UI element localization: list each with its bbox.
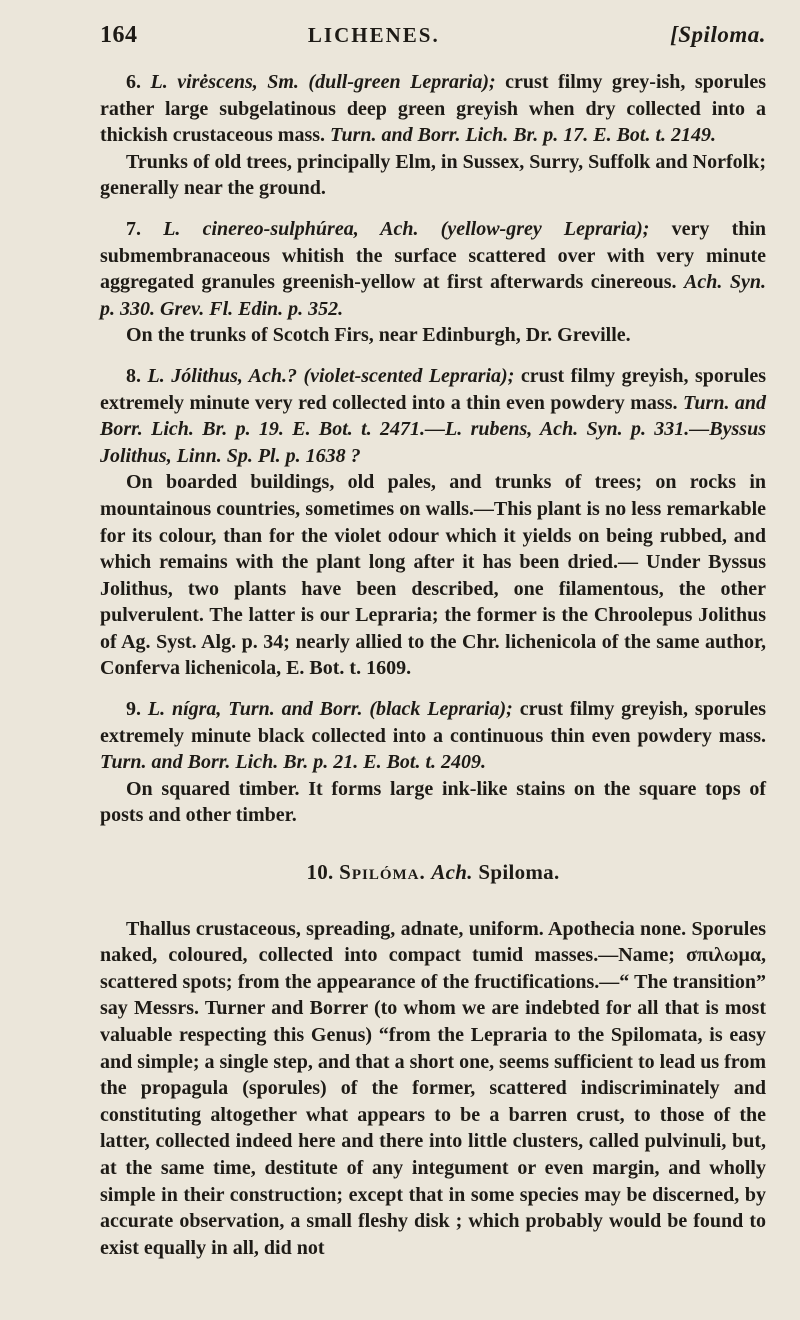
species-entry xyxy=(100,216,766,322)
species-name: L. nígra, Turn. and Borr. xyxy=(147,698,363,721)
species-entry xyxy=(100,69,766,149)
genus-description: Thallus crustaceous, spreading, adnate, uniform. Apothecia none. Sporules naked, coloured, collected into compact tumid masses.—Name; σπιλωμα, scattered spots; from the appearance of the fructifications.—“ The transition” say Messrs. Turner and Borrer (to whom we are indebted for all that is most valuable respecting this Genus) “from the Lepraria to the Spilomata, is easy and simple; a single step, and that a short one, seems sufficient to lead us from the propagula (sporules) of the former, scattered indiscriminately and constituting altogether what appears to be a barren crust, to those of the latter, collected indeed here and there into little clusters, called pulvinuli, but, at the same time, destitute of any integument or even margin, and wholly simple in their construction; except that in some species may be discerned, by accurate observation, a small fleshy disk ; which probably would be found to exist equally in all, did not xyxy=(100,917,766,1259)
species-name: L. Jólithus, Ach.? xyxy=(147,364,297,387)
page-number: 164 xyxy=(100,22,138,48)
entry-number: 7. xyxy=(126,217,141,240)
species-name: L. virėscens, Sm. xyxy=(150,71,299,93)
entry-number: 9. xyxy=(126,698,141,721)
running-title: LICHENES. xyxy=(307,23,440,47)
common-name: (yellow-grey Lepraria); xyxy=(440,217,650,240)
species-description: crust filmy grey-ish, sporules rather large subgelatinous deep green greyish when dry collected into a thickish crustaceous mass. xyxy=(100,71,767,147)
species-entry xyxy=(100,696,766,776)
species-name: L. cinereo-sulphúrea, Ach. xyxy=(163,217,419,240)
habitat: Trunks of old trees, principally Elm, in Sussex, Surry, Suffolk and Norfolk; generally near the ground. xyxy=(100,150,766,200)
habitat: On boarded buildings, old pales, and trunks of trees; on rocks in mountainous countries, sometimes on walls.—This plant is no less remarkable for its colour, than for the violet odour which it yields on being rubbed, and which remains with the plant long after it has been dried.— Under Byssus Jolithus, two plants have been described, one filamentous, the other pulverulent. The latter is our Lepraria; the former is the Chroolepus Jolithus of Ag. Syst. Alg. p. 34; nearly allied to the Chr. lichenicola of the same author, Conferva lichenicola, E. Bot. t. 1609. xyxy=(100,471,766,680)
habitat: On the trunks of Scotch Firs, near Edinburgh, Dr. Greville. xyxy=(126,324,631,347)
species-description: very thin submembranaceous whitish the surface scattered over with very minute aggregated granules greenish-yellow at first afterwards cinereous. xyxy=(100,217,767,294)
entry-number: 8. xyxy=(126,364,141,387)
common-name: (dull-green Lepraria); xyxy=(308,71,496,93)
species-description: crust filmy greyish, sporules extremely minute black collected into a continuous thin even powdery mass. xyxy=(100,698,767,747)
section-title: [Spiloma. xyxy=(670,22,766,47)
references: Turn. and Borr. Lich. Br. p. 19. E. Bot. t. 2471.—L. rubens, Ach. Syn. p. 331.—Byssus Jolithus, Linn. Sp. Pl. p. 1638 ? xyxy=(100,391,767,467)
habitat: On squared timber. It forms large ink-like stains on the square tops of posts and other timber. xyxy=(100,777,766,827)
genus-name: Spilóma. xyxy=(339,860,426,885)
species-description: crust filmy greyish, sporules extremely minute very red collected into a thin even powdery mass. xyxy=(100,364,767,414)
common-name: (violet-scented Lepraria); xyxy=(303,364,515,387)
genus-vernacular: Spiloma. xyxy=(478,860,560,885)
body-text xyxy=(100,69,766,1261)
genus-author: Ach. xyxy=(431,860,473,885)
page-header xyxy=(100,22,766,49)
references: Turn. and Borr. Lich. Br. p. 21. E. Bot. t. 2409. xyxy=(100,751,487,774)
references: Turn. and Borr. Lich. Br. p. 17. E. Bot. t. 2149. xyxy=(330,124,717,147)
genus-number: 10. xyxy=(306,860,334,885)
common-name: (black Lepraria); xyxy=(369,698,513,721)
species-entry xyxy=(100,363,766,469)
entry-number: 6. xyxy=(126,71,141,93)
references: Ach. Syn. p. 330. Grev. Fl. Edin. p. 352. xyxy=(100,271,767,320)
genus-heading xyxy=(100,859,766,886)
